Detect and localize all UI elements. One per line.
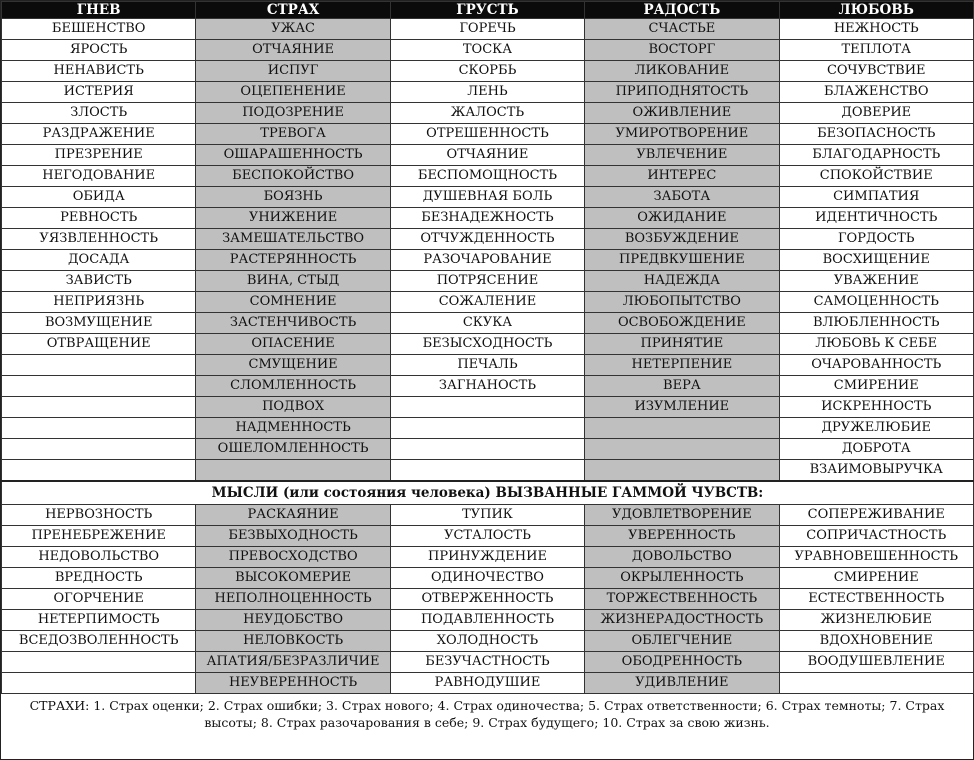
table-cell: УВЛЕЧЕНИЕ — [585, 145, 779, 166]
feelings-row — [2, 250, 974, 271]
table-cell: ЛЮБОВЬ К СЕБЕ — [779, 334, 973, 355]
table-cell: ТЕПЛОТА — [779, 40, 973, 61]
table-cell: ПРЕДВКУШЕНИЕ — [585, 250, 779, 271]
table-cell: НЕЛОВКОСТЬ — [196, 631, 390, 652]
table-cell: НЕУВЕРЕННОСТЬ — [196, 673, 390, 694]
table-cell: РАВНОДУШИЕ — [390, 673, 584, 694]
table-cell: БЕЗВЫХОДНОСТЬ — [196, 526, 390, 547]
table-cell: НЕУДОБСТВО — [196, 610, 390, 631]
feelings-row — [2, 418, 974, 439]
feelings-row — [2, 82, 974, 103]
table-cell: ЗАБОТА — [585, 187, 779, 208]
table-cell: ПОДАВЛЕННОСТЬ — [390, 610, 584, 631]
table-cell: ОШАРАШЕННОСТЬ — [196, 145, 390, 166]
table-cell: СЛОМЛЕННОСТЬ — [196, 376, 390, 397]
table-cell: СОМНЕНИЕ — [196, 292, 390, 313]
table-cell: ЛЮБОПЫТСТВО — [585, 292, 779, 313]
table-cell: УДИВЛЕНИЕ — [585, 673, 779, 694]
table-cell: ЗАГНАНОСТЬ — [390, 376, 584, 397]
table-cell: ОТВРАЩЕНИЕ — [2, 334, 196, 355]
table-cell: АПАТИЯ/БЕЗРАЗЛИЧИЕ — [196, 652, 390, 673]
table-cell: ЖАЛОСТЬ — [390, 103, 584, 124]
table-cell: СОЖАЛЕНИЕ — [390, 292, 584, 313]
table-cell: НЕПРИЯЗНЬ — [2, 292, 196, 313]
table-cell: БЛАГОДАРНОСТЬ — [779, 145, 973, 166]
table-cell — [2, 673, 196, 694]
table-cell: ГОРЕЧЬ — [390, 19, 584, 40]
table-cell: ОТЧАЯНИЕ — [196, 40, 390, 61]
thoughts-row — [2, 568, 974, 589]
table-cell: СОПРИЧАСТНОСТЬ — [779, 526, 973, 547]
table-cell: ИСПУГ — [196, 61, 390, 82]
table-cell: ДРУЖЕЛЮБИЕ — [779, 418, 973, 439]
table-cell: ОБОДРЕННОСТЬ — [585, 652, 779, 673]
table-cell: ДОВЕРИЕ — [779, 103, 973, 124]
table-cell: ВРЕДНОСТЬ — [2, 568, 196, 589]
section-row — [2, 481, 974, 505]
table-cell: ИСТЕРИЯ — [2, 82, 196, 103]
table-cell: ОЧАРОВАННОСТЬ — [779, 355, 973, 376]
table-cell: ЖИЗНЕЛЮБИЕ — [779, 610, 973, 631]
table-cell: ВДОХНОВЕНИЕ — [779, 631, 973, 652]
table-cell — [2, 439, 196, 460]
table-cell: БЕСПОКОЙСТВО — [196, 166, 390, 187]
table-cell: НЕГОДОВАНИЕ — [2, 166, 196, 187]
fears-footnote-line2: Страх высоты; 8. Страх разочарования в себе; 9. Страх будущего; 10. Страх за свою жизнь. — [204, 698, 945, 730]
table-cell: ПЕЧАЛЬ — [390, 355, 584, 376]
fears-footnote-line1: СТРАХИ: 1. Страх оценки; 2. Страх ошибки; 3. Страх нового; 4. Страх одиночества; 5. Страх ответственности; 6. Страх темноты; 7. — [29, 698, 902, 713]
table-cell: ПРЕЗРЕНИЕ — [2, 145, 196, 166]
table-cell: НЕНАВИСТЬ — [2, 61, 196, 82]
table-cell: УЯЗВЛЕННОСТЬ — [2, 229, 196, 250]
feelings-row — [2, 229, 974, 250]
table-cell: ДОВОЛЬСТВО — [585, 547, 779, 568]
table-cell: ОГОРЧЕНИЕ — [2, 589, 196, 610]
table-cell — [2, 652, 196, 673]
table-cell: СКУКА — [390, 313, 584, 334]
table-cell: ТРЕВОГА — [196, 124, 390, 145]
table-cell: ОБЛЕГЧЕНИЕ — [585, 631, 779, 652]
table-cell: БЕШЕНСТВО — [2, 19, 196, 40]
feelings-row — [2, 397, 974, 418]
feelings-row — [2, 166, 974, 187]
table-cell: НАДЕЖДА — [585, 271, 779, 292]
table-cell: ОЦЕПЕНЕНИЕ — [196, 82, 390, 103]
feelings-row — [2, 439, 974, 460]
table-cell: ОБИДА — [2, 187, 196, 208]
table-cell: СКОРБЬ — [390, 61, 584, 82]
table-cell: ЗАМЕШАТЕЛЬСТВО — [196, 229, 390, 250]
feelings-row — [2, 355, 974, 376]
table-cell: ВСЕДОЗВОЛЕННОСТЬ — [2, 631, 196, 652]
thoughts-row — [2, 610, 974, 631]
table-cell: НЕТЕРПИМОСТЬ — [2, 610, 196, 631]
feelings-row — [2, 40, 974, 61]
table-cell: ТОСКА — [390, 40, 584, 61]
table-cell — [2, 418, 196, 439]
table-cell: БЕСПОМОЩНОСТЬ — [390, 166, 584, 187]
table-cell: СМИРЕНИЕ — [779, 568, 973, 589]
table-cell: СИМПАТИЯ — [779, 187, 973, 208]
table-cell: РЕВНОСТЬ — [2, 208, 196, 229]
table-cell: РАЗДРАЖЕНИЕ — [2, 124, 196, 145]
table-cell: СОПЕРЕЖИВАНИЕ — [779, 505, 973, 526]
table-cell: БЛАЖЕНСТВО — [779, 82, 973, 103]
table-cell: УЖАС — [196, 19, 390, 40]
table-cell: ХОЛОДНОСТЬ — [390, 631, 584, 652]
table-cell: ИСКРЕННОСТЬ — [779, 397, 973, 418]
table-cell: НЕЖНОСТЬ — [779, 19, 973, 40]
table-cell: ПОТРЯСЕНИЕ — [390, 271, 584, 292]
table-cell — [2, 397, 196, 418]
table-cell: БОЯЗНЬ — [196, 187, 390, 208]
table-cell: ВЗАИМОВЫРУЧКА — [779, 460, 973, 482]
table-cell — [585, 439, 779, 460]
thoughts-row — [2, 589, 974, 610]
table-cell: ЛЕНЬ — [390, 82, 584, 103]
table-cell: ЗАВИСТЬ — [2, 271, 196, 292]
table-cell: ГОРДОСТЬ — [779, 229, 973, 250]
emotions-table — [1, 1, 974, 694]
table-cell: ЯРОСТЬ — [2, 40, 196, 61]
table-cell: ВИНА, СТЫД — [196, 271, 390, 292]
table-cell: НЕТЕРПЕНИЕ — [585, 355, 779, 376]
table-cell: ПРЕВОСХОДСТВО — [196, 547, 390, 568]
table-cell: ДОСАДА — [2, 250, 196, 271]
section-body — [2, 481, 974, 505]
table-cell: РАЗОЧАРОВАНИЕ — [390, 250, 584, 271]
feelings-row — [2, 124, 974, 145]
table-cell: ВЛЮБЛЕННОСТЬ — [779, 313, 973, 334]
table-cell: ОТВЕРЖЕННОСТЬ — [390, 589, 584, 610]
table-cell: ИДЕНТИЧНОСТЬ — [779, 208, 973, 229]
table-cell: ПОДОЗРЕНИЕ — [196, 103, 390, 124]
table-cell: ЛИКОВАНИЕ — [585, 61, 779, 82]
table-cell: ЖИЗНЕРАДОСТНОСТЬ — [585, 610, 779, 631]
table-cell: БЕЗОПАСНОСТЬ — [779, 124, 973, 145]
feelings-row — [2, 208, 974, 229]
table-cell: БЕЗУЧАСТНОСТЬ — [390, 652, 584, 673]
table-cell: ТУПИК — [390, 505, 584, 526]
feelings-row — [2, 187, 974, 208]
table-cell — [390, 418, 584, 439]
feelings-row — [2, 376, 974, 397]
header-sadness: ГРУСТЬ — [390, 2, 584, 19]
table-cell: УВАЖЕНИЕ — [779, 271, 973, 292]
thoughts-row — [2, 673, 974, 694]
table-cell — [390, 460, 584, 482]
feelings-body — [2, 19, 974, 482]
table-cell: СПОКОЙСТВИЕ — [779, 166, 973, 187]
table-cell: ОЖИДАНИЕ — [585, 208, 779, 229]
feelings-row — [2, 460, 974, 482]
table-cell — [585, 418, 779, 439]
header-anger: ГНЕВ — [2, 2, 196, 19]
table-cell: ЕСТЕСТВЕННОСТЬ — [779, 589, 973, 610]
table-cell: ТОРЖЕСТВЕННОСТЬ — [585, 589, 779, 610]
section-title: МЫСЛИ (или состояния человека) ВЫЗВАННЫЕ ГАММОЙ ЧУВСТВ: — [2, 481, 974, 505]
table-cell: ВОСТОРГ — [585, 40, 779, 61]
table-cell: УСТАЛОСТЬ — [390, 526, 584, 547]
table-cell: ПРИНУЖДЕНИЕ — [390, 547, 584, 568]
table-cell: СМИРЕНИЕ — [779, 376, 973, 397]
table-cell: ОКРЫЛЕННОСТЬ — [585, 568, 779, 589]
feelings-row — [2, 334, 974, 355]
table-cell: НАДМЕННОСТЬ — [196, 418, 390, 439]
table-cell: ВЫСОКОМЕРИЕ — [196, 568, 390, 589]
table-cell — [2, 376, 196, 397]
table-cell: ИЗУМЛЕНИЕ — [585, 397, 779, 418]
table-cell: ПРЕНЕБРЕЖЕНИЕ — [2, 526, 196, 547]
table-cell: НЕПОЛНОЦЕННОСТЬ — [196, 589, 390, 610]
thoughts-row — [2, 652, 974, 673]
table-cell — [585, 460, 779, 482]
thoughts-row — [2, 505, 974, 526]
table-cell — [2, 355, 196, 376]
table-cell — [196, 460, 390, 482]
table-cell: БЕЗНАДЕЖНОСТЬ — [390, 208, 584, 229]
table-cell: ВОЗМУЩЕНИЕ — [2, 313, 196, 334]
table-cell: ОПАСЕНИЕ — [196, 334, 390, 355]
table-cell: СОЧУВСТВИЕ — [779, 61, 973, 82]
table-cell: БЕЗЫСХОДНОСТЬ — [390, 334, 584, 355]
table-cell — [390, 397, 584, 418]
thoughts-row — [2, 526, 974, 547]
thoughts-body — [2, 505, 974, 694]
table-cell: РАСТЕРЯННОСТЬ — [196, 250, 390, 271]
table-cell: УНИЖЕНИЕ — [196, 208, 390, 229]
table-cell: ВОСХИЩЕНИЕ — [779, 250, 973, 271]
table-cell: ОТЧАЯНИЕ — [390, 145, 584, 166]
table-cell: ДУШЕВНАЯ БОЛЬ — [390, 187, 584, 208]
table-cell: УВЕРЕННОСТЬ — [585, 526, 779, 547]
feelings-row — [2, 103, 974, 124]
table-cell: ЗЛОСТЬ — [2, 103, 196, 124]
feelings-row — [2, 313, 974, 334]
header-row — [2, 2, 974, 19]
table-cell: ПОДВОХ — [196, 397, 390, 418]
table-cell: ОСВОБОЖДЕНИЕ — [585, 313, 779, 334]
feelings-row — [2, 271, 974, 292]
fears-footnote — [1, 694, 973, 731]
header-fear: СТРАХ — [196, 2, 390, 19]
table-cell — [390, 439, 584, 460]
table-cell — [2, 460, 196, 482]
feelings-row — [2, 61, 974, 82]
table-cell: НЕРВОЗНОСТЬ — [2, 505, 196, 526]
table-cell: РАСКАЯНИЕ — [196, 505, 390, 526]
table-cell: ВЕРА — [585, 376, 779, 397]
table-cell: ПРИПОДНЯТОСТЬ — [585, 82, 779, 103]
table-cell: ИНТЕРЕС — [585, 166, 779, 187]
header-joy: РАДОСТЬ — [585, 2, 779, 19]
table-cell: ЗАСТЕНЧИВОСТЬ — [196, 313, 390, 334]
table-cell: ВООДУШЕВЛЕНИЕ — [779, 652, 973, 673]
feelings-row — [2, 145, 974, 166]
table-cell — [779, 673, 973, 694]
table-cell: ОЖИВЛЕНИЕ — [585, 103, 779, 124]
table-cell: УМИРОТВОРЕНИЕ — [585, 124, 779, 145]
table-cell: УДОВЛЕТВОРЕНИЕ — [585, 505, 779, 526]
table-cell: ОШЕЛОМЛЕННОСТЬ — [196, 439, 390, 460]
table-cell: НЕДОВОЛЬСТВО — [2, 547, 196, 568]
feelings-row — [2, 292, 974, 313]
feelings-row — [2, 19, 974, 40]
table-cell: САМОЦЕННОСТЬ — [779, 292, 973, 313]
thoughts-row — [2, 631, 974, 652]
table-cell: ОДИНОЧЕСТВО — [390, 568, 584, 589]
table-cell: ПРИНЯТИЕ — [585, 334, 779, 355]
table-cell: ДОБРОТА — [779, 439, 973, 460]
table-cell: СМУЩЕНИЕ — [196, 355, 390, 376]
header-love: ЛЮБОВЬ — [779, 2, 973, 19]
table-cell: ВОЗБУЖДЕНИЕ — [585, 229, 779, 250]
table-cell: ОТРЕШЕННОСТЬ — [390, 124, 584, 145]
thoughts-row — [2, 547, 974, 568]
table-cell: УРАВНОВЕШЕННОСТЬ — [779, 547, 973, 568]
table-cell: ОТЧУЖДЕННОСТЬ — [390, 229, 584, 250]
table-cell: СЧАСТЬЕ — [585, 19, 779, 40]
